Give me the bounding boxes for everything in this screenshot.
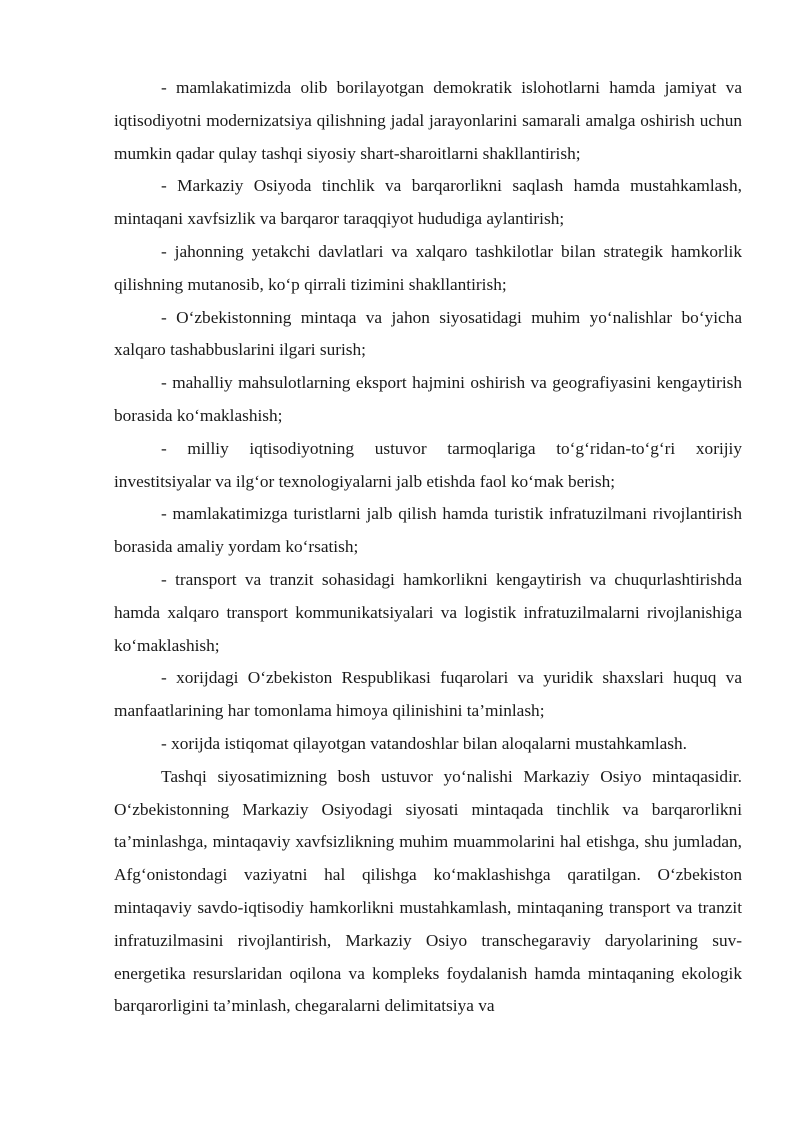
list-item-international-initiatives: - O‘zbekistonning mintaqa va jahon siyosatidagi muhim yo‘nalishlar bo‘yicha xalqaro tashabbuslarini ilgari surish;	[114, 307, 742, 360]
list-item-foreign-investment: - milliy iqtisodiyotning ustuvor tarmoqlariga to‘g‘ridan-to‘g‘ri xorijiy investitsiyalar va ilg‘or texnologiyalarni jalb etishda faol ko‘mak berish;	[114, 438, 742, 491]
list-item-strategic-partnership: - jahonning yetakchi davlatlari va xalqaro tashkilotlar bilan strategik hamkorlik qilishning mutanosib, ko‘p qirrali tizimini shakllantirish;	[114, 241, 742, 294]
body-paragraph-central-asia-policy: Tashqi siyosatimizning bosh ustuvor yo‘nalishi Markaziy Osiyo mintaqasidir. O‘zbekistonning Markaziy Osiyodagi siyosati mintaqada tinchlik va barqarorlikni ta’minlashga, mintaqaviy xavfsizlikning muhim muammolarini hal etishga, shu jumladan, Afg‘onistondagi vaziyatni hal qilishga ko‘maklashishga qaratilgan. O‘zbekiston mintaqaviy savdo-iqtisodiy hamkorlikni mustahkamlash, mintaqaning transport va tranzit infratuzilmasini rivojlantirish, Markaziy Osiyo transchegaraviy daryolarining suv-energetika resurslaridan oqilona va kompleks foydalanish hamda mintaqaning ekologik barqarorligini ta’minlash, chegaralarni delimitatsiya va	[114, 766, 742, 1016]
list-item-export-growth: - mahalliy mahsulotlarning eksport hajmini oshirish va geografiyasini kengaytirish borasida ko‘maklashish;	[114, 373, 742, 425]
list-item-tourism: - mamlakatimizga turistlarni jalb qilish hamda turistik infratuzilmani rivojlantirish borasida amaliy yordam ko‘rsatish;	[114, 504, 742, 557]
list-item-citizens-rights: - xorijdagi O‘zbekiston Respublikasi fuqarolari va yuridik shaxslari huquq va manfaatlarining har tomonlama himoya qilinishini ta’minlash;	[114, 668, 742, 721]
document-page	[114, 72, 742, 1023]
list-item-compatriots: - xorijda istiqomat qilayotgan vatandoshlar bilan aloqalarni mustahkamlash.	[161, 733, 687, 753]
list-item-modernization: - mamlakatimizda olib borilayotgan demokratik islohotlarni hamda jamiyat va iqtisodiyotni modernizatsiya qilishning jadal jarayonlarini samarali amalga oshirish uchun mumkin qadar qulay tashqi siyosiy shart-sharoitlarni shakllantirish;	[114, 78, 742, 163]
list-item-transport-transit: - transport va tranzit sohasidagi hamkorlikni kengaytirish va chuqurlashtirishda hamda xalqaro transport kommunikatsiyalari va logistik infratuzilmalarni rivojlanishiga ko‘maklashish;	[114, 569, 742, 655]
list-item-central-asia-stability: - Markaziy Osiyoda tinchlik va barqarorlikni saqlash hamda mustahkamlash, mintaqani xavfsizlik va barqaror taraqqiyot hududiga aylantirish;	[114, 176, 742, 229]
